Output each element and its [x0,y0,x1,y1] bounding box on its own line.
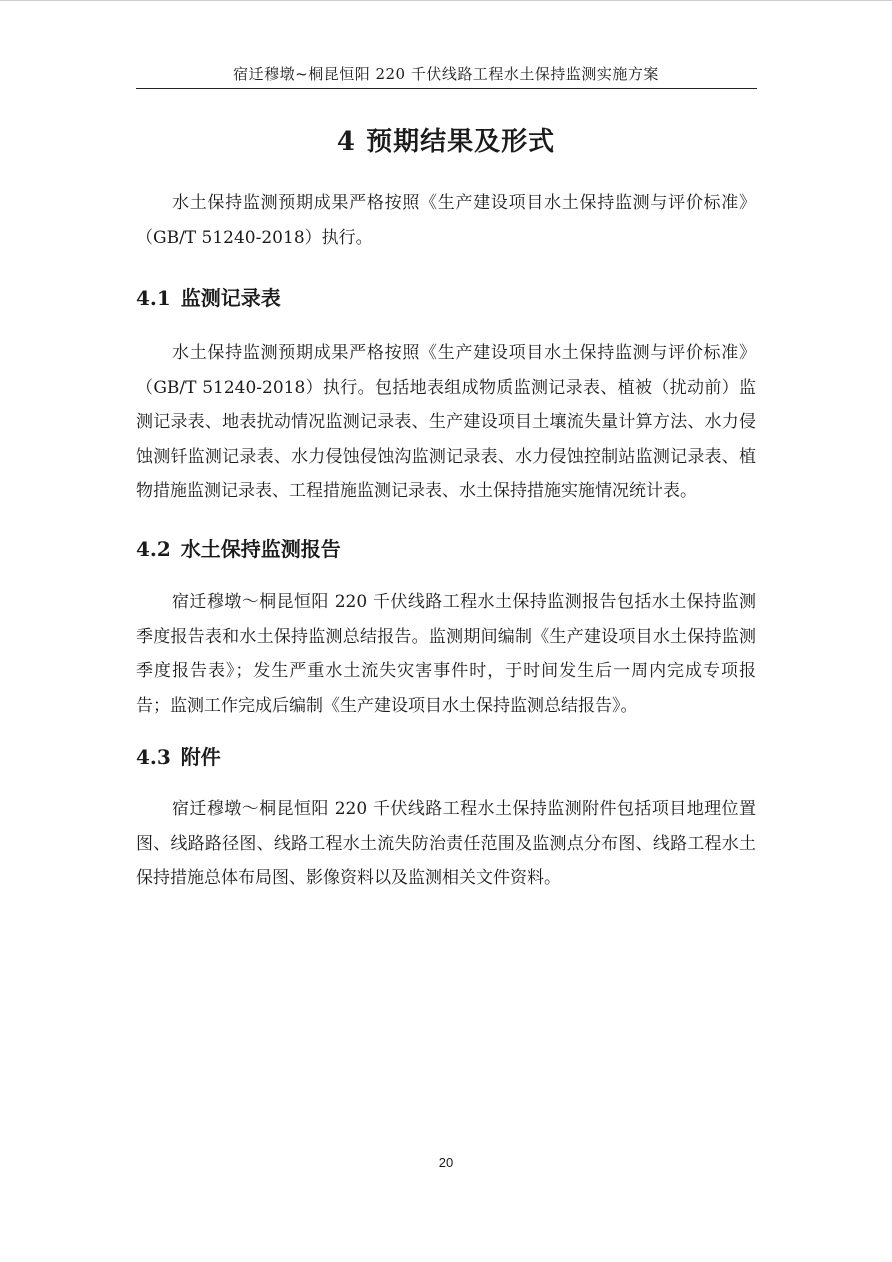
chapter-title: 4 预期结果及形式 [336,127,556,157]
section-4-2-paragraph: 宿迁穆墩～桐昆恒阳 220 千伏线路工程水土保持监测报告包括水土保持监测季度报告表和水土保持监测总结报告。监测期间编制《生产建设项目水土保持监测季度报告表》；发生严重水土流失灾害事件时，于时间发生后一周内完成专项报告；监测工作完成后编制《生产建设项目水土保持监测总结报告》。 [136,592,756,716]
section-title: 水土保持监测报告 [180,537,341,561]
header-rule [136,88,757,89]
section-title: 附件 [180,745,221,769]
section-title: 监测记录表 [180,286,281,310]
section-heading-4-2 [136,535,756,563]
section-4-3-paragraph: 宿迁穆墩～桐昆恒阳 220 千伏线路工程水土保持监测附件包括项目地理位置图、线路路径图、线路工程水土流失防治责任范围及监测点分布图、线路工程水土保持措施总体布局图、影像资料以及监测相关文件资料。 [136,799,756,888]
section-number: 4.1 [136,286,171,310]
section-heading-4-1 [136,284,756,312]
section-number: 4.2 [136,537,171,561]
page-top-border [0,0,892,1]
section-number: 4.3 [136,745,171,769]
section-heading-4-3 [136,743,756,771]
chapter-intro-paragraph: 水土保持监测预期成果严格按照《生产建设项目水土保持监测与评价标准》（GB/T 51240-2018）执行。 [136,193,756,248]
section-4-1-paragraph: 水土保持监测预期成果严格按照《生产建设项目水土保持监测与评价标准》（GB/T 51240-2018）执行。包括地表组成物质监测记录表、植被（扰动前）监测记录表、地表扰动情况监测记录表、生产建设项目土壤流失量计算方法、水力侵蚀测钎监测记录表、水力侵蚀侵蚀沟监测记录表、水力侵蚀控制站监测记录表、植物措施监测记录表、工程措施监测记录表、水土保持措施实施情况统计表。 [136,343,756,501]
page-number: 20 [438,1155,454,1170]
running-header: 宿迁穆墩~桐昆恒阳 220 千伏线路工程水土保持监测实施方案 [233,65,659,83]
